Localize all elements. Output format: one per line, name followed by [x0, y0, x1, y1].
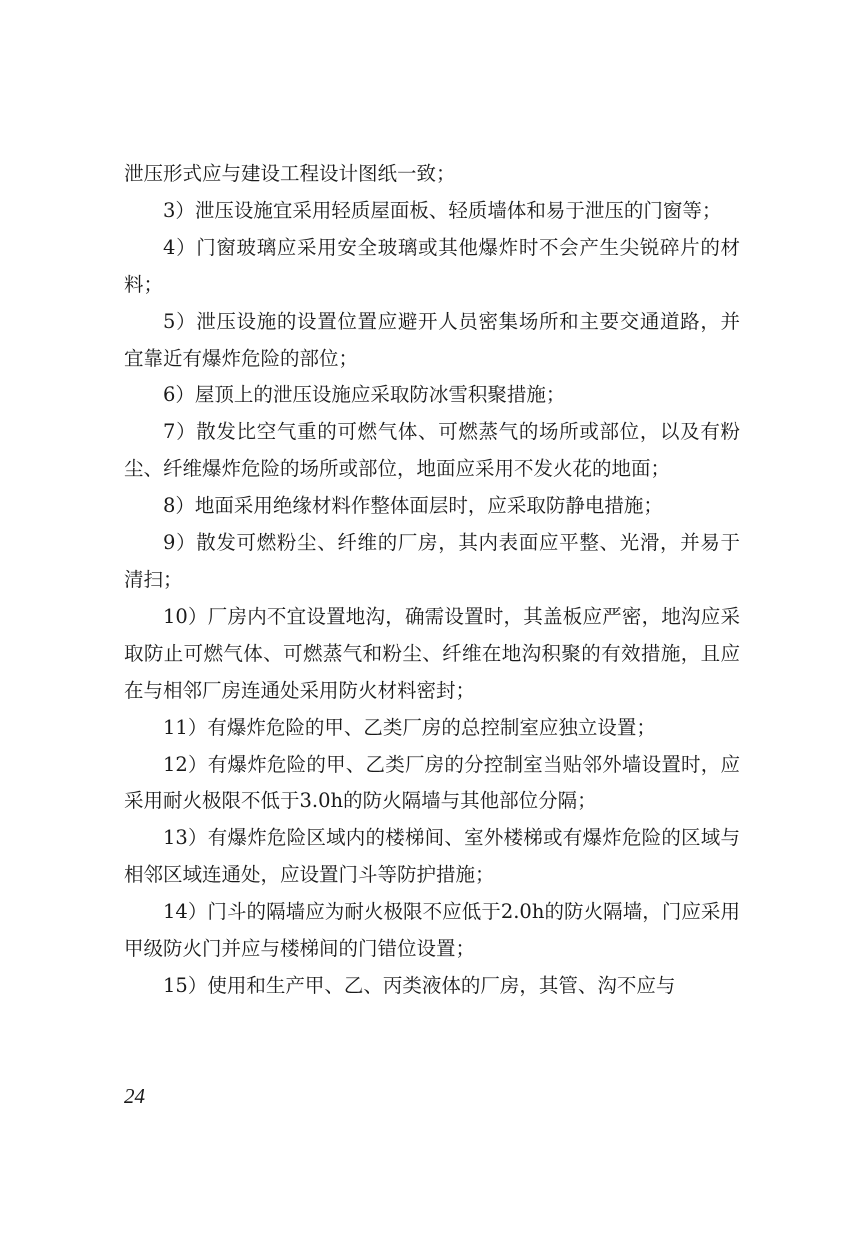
paragraph-item-4: 4）门窗玻璃应采用安全玻璃或其他爆炸时不会产生尖锐碎片的材料； — [124, 235, 740, 296]
paragraph-item-6: 6）屋顶上的泄压设施应采取防冰雪积聚措施； — [163, 383, 566, 407]
paragraph-item-11: 11）有爆炸危险的甲、乙类厂房的总控制室应独立设置； — [163, 715, 656, 739]
paragraph-item-14: 14）门斗的隔墙应为耐火极限不应低于2.0h的防火隔墙，门应采用甲级防火门并应与楼梯间的门错位设置； — [124, 900, 740, 961]
paragraph-item-13: 13）有爆炸危险区域内的楼梯间、室外楼梯或有爆炸危险的区域与相邻区域连通处，应设置门斗等防护措施； — [124, 826, 740, 887]
paragraph-item-12: 12）有爆炸危险的甲、乙类厂房的分控制室当贴邻外墙设置时，应采用耐火极限不低于3.0h的防火隔墙与其他部位分隔； — [124, 752, 740, 813]
page-number: 24 — [124, 1084, 145, 1108]
paragraph-item-7: 7）散发比空气重的可燃气体、可燃蒸气的场所或部位，以及有粉尘、纤维爆炸危险的场所或部位，地面应采用不发火花的地面； — [124, 420, 740, 481]
paragraph-item-9: 9）散发可燃粉尘、纤维的厂房，其内表面应平整、光滑，并易于清扫； — [124, 531, 740, 591]
paragraph-item-10: 10）厂房内不宜设置地沟，确需设置时，其盖板应严密，地沟应采取防止可燃气体、可燃蒸气和粉尘、纤维在地沟积聚的有效措施，且应在与相邻厂房连通处采用防火材料密封； — [124, 604, 740, 702]
paragraph-item-3: 3）泄压设施宜采用轻质屋面板、轻质墙体和易于泄压的门窗等； — [163, 198, 722, 222]
paragraph-continuation: 泄压形式应与建设工程设计图纸一致； — [124, 162, 456, 185]
paragraph-item-8: 8）地面采用绝缘材料作整体面层时，应采取防静电措施； — [163, 494, 663, 518]
paragraph-item-5: 5）泄压设施的设置位置应避开人员密集场所和主要交通道路，并宜靠近有爆炸危险的部位； — [124, 309, 740, 370]
paragraph-item-15: 15）使用和生产甲、乙、丙类液体的厂房，其管、沟不应与 — [163, 973, 676, 997]
body-text — [124, 156, 740, 1005]
